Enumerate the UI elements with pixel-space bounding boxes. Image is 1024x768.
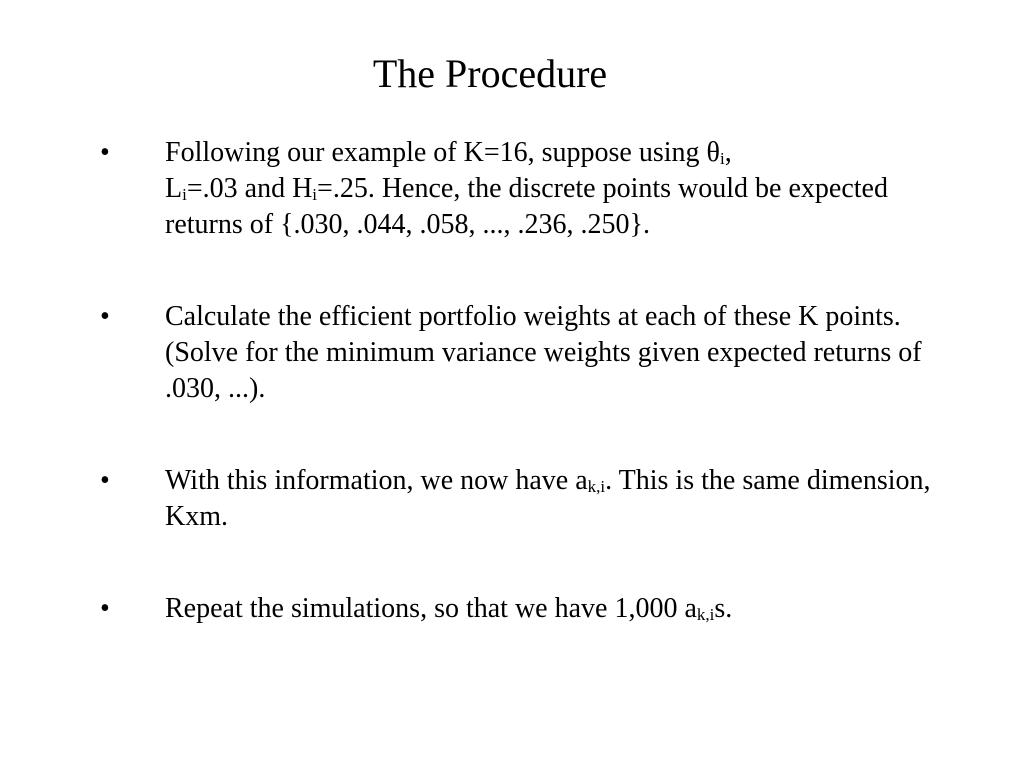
bullet-text-1 bbox=[165, 137, 888, 240]
text-segment: =.25. Hence, the discrete points would be expected returns of {.030, .044, .058, ..., .236, .250}. bbox=[165, 173, 888, 240]
text-segment: Calculate the efficient portfolio weights at each of these K points. (Solve for the minimum variance weights given expected returns of .030, ...). bbox=[165, 301, 922, 404]
text-segment: . This is the same dimension, Kxm. bbox=[165, 465, 931, 532]
subscript: k,i bbox=[696, 605, 715, 624]
bullet-list bbox=[0, 135, 1024, 683]
bullet-marker: • bbox=[100, 137, 110, 168]
bullet-item-3 bbox=[0, 463, 965, 535]
theta-symbol: θ bbox=[706, 137, 720, 168]
bullet-text-4 bbox=[165, 593, 732, 624]
bullet-marker: • bbox=[100, 301, 110, 332]
text-segment: L bbox=[165, 173, 183, 204]
bullet-text-3 bbox=[165, 465, 931, 532]
subscript: k,i bbox=[587, 477, 606, 496]
text-segment: With this information, we now have a bbox=[165, 465, 588, 496]
bullet-text-2 bbox=[165, 301, 922, 404]
subscript: i bbox=[312, 185, 318, 204]
text-segment: Following our example of K=16, suppose using bbox=[165, 137, 707, 168]
bullet-item-2 bbox=[0, 299, 965, 407]
text-segment: =.03 and H bbox=[186, 173, 313, 204]
bullet-marker: • bbox=[100, 593, 110, 624]
text-segment: s. bbox=[714, 593, 733, 624]
subscript: i bbox=[182, 185, 187, 204]
subscript: i bbox=[719, 149, 725, 168]
bullet-marker: • bbox=[100, 465, 110, 496]
slide-title: The Procedure bbox=[372, 51, 608, 96]
text-segment: , bbox=[724, 137, 732, 168]
text-segment: Repeat the simulations, so that we have 1,000 a bbox=[165, 593, 697, 624]
bullet-item-1 bbox=[0, 135, 965, 243]
bullet-item-4 bbox=[0, 591, 965, 627]
